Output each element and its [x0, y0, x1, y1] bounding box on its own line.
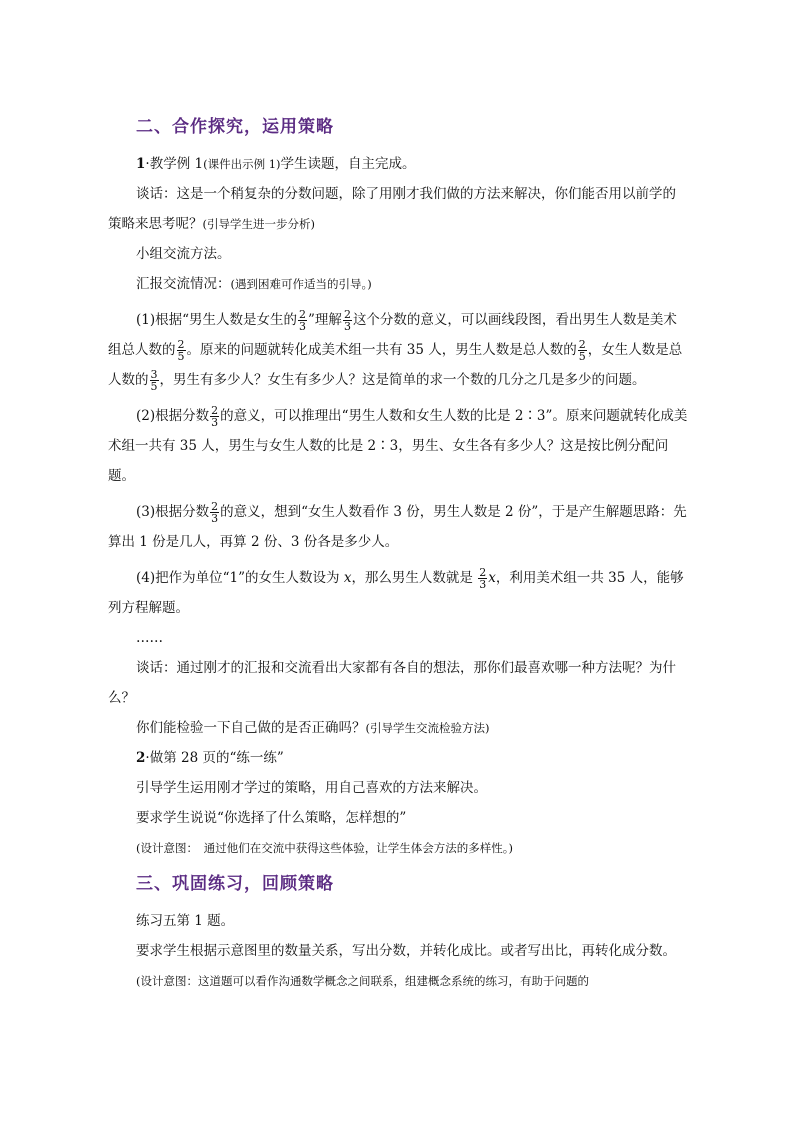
item-number: 1: [136, 156, 146, 172]
text: (1)根据“男生人数是女生的: [136, 312, 298, 328]
document-content: [108, 112, 688, 996]
paragraph-method-3: [108, 497, 688, 557]
fraction-three-fifths: $\frac{3}{5}$: [150, 368, 158, 393]
paragraph-report: [108, 269, 688, 299]
paragraph-practice-require: 要求学生根据示意图里的数量关系，写出分数，并转化成比。或者写出比，再转化成分数。: [136, 943, 676, 959]
note-text: (遇到困难可作适当的引导。): [230, 277, 372, 291]
text: 谈话：这是一个稍复杂的分数问题，除了用刚才我们做的方法来解决，你们能否用以前学的策略来思考呢？: [108, 186, 676, 232]
section-heading-2: 二、合作探究，运用策略: [136, 117, 334, 137]
text: 汇报交流情况：: [136, 276, 231, 292]
note-text: (引导学生交流检验方法): [365, 721, 490, 735]
fraction-two-fifths: $\frac{2}{5}$: [578, 338, 586, 363]
variable-x: x: [343, 570, 352, 586]
text: 你们能检验一下自己做的是否正确吗？: [136, 720, 366, 736]
paragraph-exercise-2: [108, 743, 688, 773]
text: 的意义，想到“女生人数看作 3 份，男生人数是 2 份”，于是产生解题思路：先算出 1 份是几人，再算 2 份、3 份各是多少人。: [108, 504, 687, 550]
text: ，男生有多少人？女生有多少人？这是简单的求一个数的几分之几是多少的问题。: [159, 372, 646, 388]
text: ，女生人数是总人数的: [108, 342, 683, 388]
fraction-two-thirds: $\frac{2}{3}$: [343, 308, 351, 333]
item-dot: ·: [145, 750, 150, 766]
paragraph-group: 小组交流方法。: [136, 246, 231, 262]
text: ，利用美术组一共 35 人，能够列方程解题。: [108, 570, 684, 616]
fraction-two-thirds: $\frac{2}{3}$: [299, 308, 307, 333]
variable-x: x: [488, 570, 496, 586]
fraction-two-thirds: $\frac{2}{3}$: [211, 404, 219, 429]
paragraph-method-4: [108, 563, 688, 623]
paragraph-talk-2: 谈话：通过刚才的汇报和交流看出大家都有各自的想法，那你们最喜欢哪一种方法呢？为什么？: [108, 660, 676, 706]
text: 学生读题，自主完成。: [280, 156, 416, 172]
paragraph-check: [108, 713, 688, 743]
fraction-two-thirds: $\frac{2}{3}$: [479, 566, 487, 591]
fraction-two-thirds: $\frac{2}{3}$: [211, 500, 219, 525]
note-text: (引导学生进一步分析): [202, 217, 315, 231]
note-text: (课件出示例 1): [203, 157, 281, 171]
fraction-two-fifths: $\frac{2}{5}$: [177, 338, 185, 363]
paragraph-method-2: [108, 401, 688, 491]
paragraph-design-note-2: (设计意图：这道题可以看作沟通数学概念之间联系，组建概念系统的练习，有助于问题的: [136, 974, 589, 988]
paragraph-design-note-1: (设计意图： 通过他们在交流中获得这些体验，让学生体会方法的多样性。): [136, 841, 513, 855]
text: (4)把作为单位“1”的女生人数设为: [136, 570, 344, 586]
item-number: 2: [136, 750, 146, 766]
text: ，那么男生人数就是: [351, 570, 478, 586]
paragraph-method-1: [108, 305, 688, 395]
text: 教学例 1: [149, 156, 204, 172]
text: 。原来的问题就转化成美术组一共有 35 人，男生人数是总人数的: [186, 342, 577, 358]
paragraph-talk-1: [108, 179, 688, 239]
text: (2)根据分数: [136, 408, 210, 424]
item-dot: ·: [145, 156, 150, 172]
text: 的意义，可以推理出“男生人数和女生人数的比是 2∶3”。原来问题就转化成美术组一共有 35 人，男生与女生人数的比是 2∶3，男生、女生各有多少人？这是按比例分配问题。: [108, 408, 688, 484]
paragraph-guide: 引导学生运用刚才学过的策略，用自己喜欢的方法来解决。: [136, 780, 487, 796]
text: (3)根据分数: [136, 504, 210, 520]
paragraph-require: 要求学生说说“你选择了什么策略，怎样想的”: [136, 810, 407, 826]
paragraph-practice: 练习五第 1 题。: [136, 913, 235, 929]
text: 做第 28 页的“练一练”: [149, 750, 284, 766]
section-heading-3: 三、巩固练习，回顾策略: [136, 874, 334, 894]
text: 这个分数的意义，可以画线段图，看出男生人数是美术组总人数的: [108, 312, 677, 358]
paragraph-example-1: [108, 149, 688, 179]
text: ”理解: [308, 312, 342, 328]
ellipsis: ……: [136, 630, 163, 646]
